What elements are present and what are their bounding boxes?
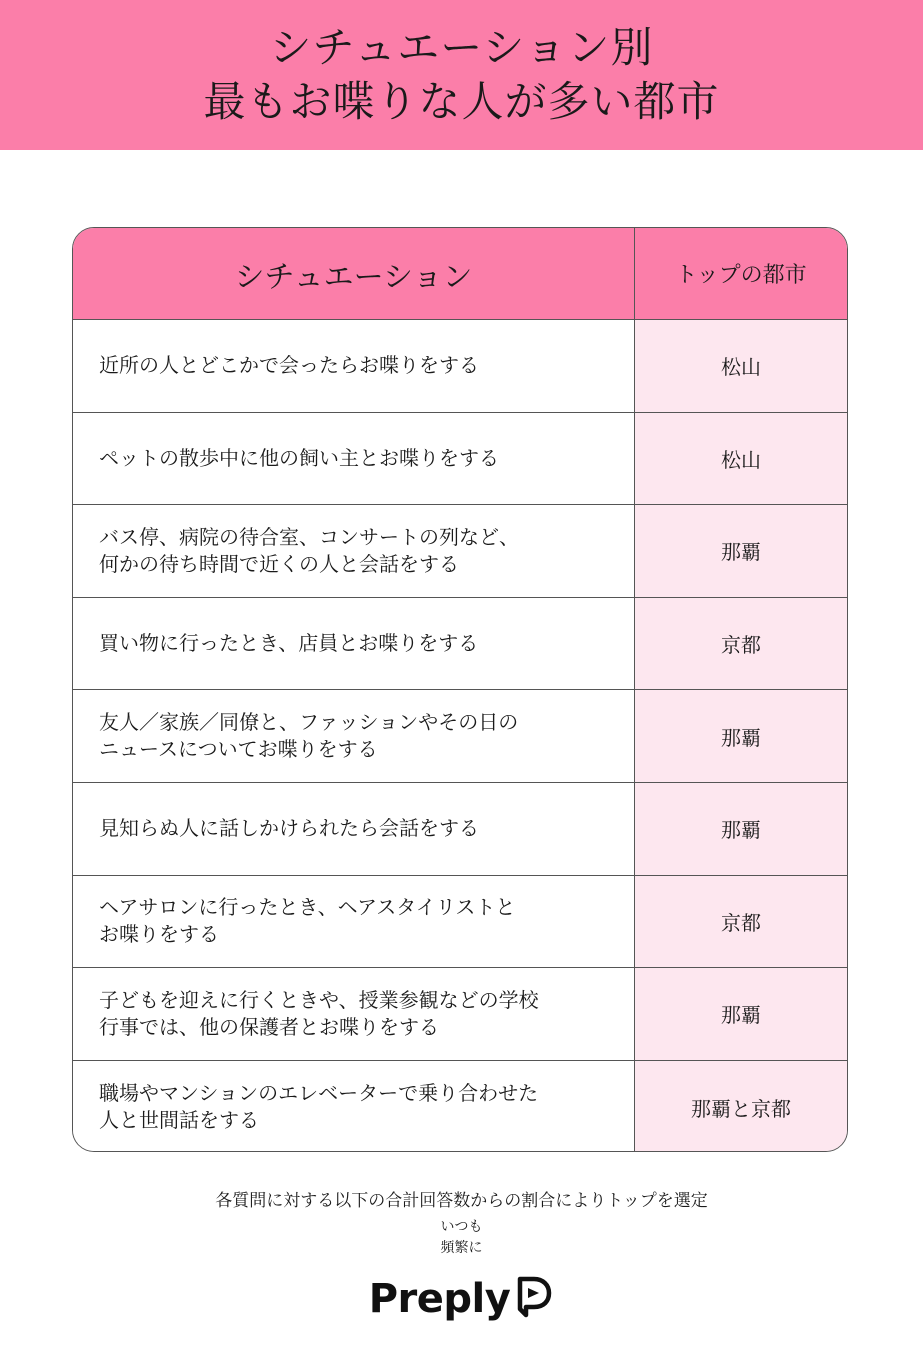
preply-logo-icon xyxy=(514,1275,554,1323)
table-row xyxy=(73,320,847,413)
page-title-line-2: 最もお喋りな人が多い都市 xyxy=(203,77,720,126)
top-city-cell: 京都 xyxy=(635,876,847,968)
footnote: 各質問に対する以下の合計回答数からの割合によりトップを選定 xyxy=(215,1191,708,1211)
top-city-cell: 那覇 xyxy=(635,505,847,597)
logo-text: Preply xyxy=(368,1276,511,1322)
table-row xyxy=(73,505,847,598)
situation-cell: ペットの散歩中に他の飼い主とお喋りをする xyxy=(73,413,635,505)
situation-cell: 職場やマンションのエレベーターで乗り合わせた 人と世間話をする xyxy=(73,1061,635,1152)
column-header-situation: シチュエーション xyxy=(73,228,635,319)
situation-cell: 買い物に行ったとき、店員とお喋りをする xyxy=(73,598,635,690)
table-row xyxy=(73,783,847,876)
column-header-top-city: トップの都市 xyxy=(675,263,807,288)
table-row xyxy=(73,876,847,969)
legend-item-often: 頻繁に xyxy=(440,1240,483,1256)
response-legend xyxy=(0,1217,923,1259)
top-city-cell: 那覇 xyxy=(635,968,847,1060)
table-header xyxy=(73,228,847,320)
preply-logo xyxy=(0,1275,923,1323)
situation-cell: 見知らぬ人に話しかけられたら会話をする xyxy=(73,783,635,875)
top-city-cell: 那覇 xyxy=(635,690,847,782)
top-city-cell: 松山 xyxy=(635,413,847,505)
situation-cell: 近所の人とどこかで会ったらお喋りをする xyxy=(73,320,635,412)
top-city-cell: 松山 xyxy=(635,320,847,412)
table-row xyxy=(73,598,847,691)
situation-table xyxy=(72,227,848,1152)
top-city-cell: 京都 xyxy=(635,598,847,690)
legend-item-always: いつも xyxy=(440,1219,483,1235)
page-header xyxy=(0,0,923,150)
situation-cell: ヘアサロンに行ったとき、ヘアスタイリストと お喋りをする xyxy=(73,876,635,968)
situation-cell: 子どもを迎えに行くときや、授業参観などの学校 行事では、他の保護者とお喋りをする xyxy=(73,968,635,1060)
table-row xyxy=(73,1061,847,1152)
top-city-cell: 那覇 xyxy=(635,783,847,875)
table-row xyxy=(73,690,847,783)
table-row xyxy=(73,968,847,1061)
table-row xyxy=(73,413,847,506)
situation-cell: バス停、病院の待合室、コンサートの列など、 何かの待ち時間で近くの人と会話をする xyxy=(73,505,635,597)
top-city-cell: 那覇と京都 xyxy=(635,1061,847,1152)
page-title-line-1: シチュエーション別 xyxy=(269,23,654,72)
situation-cell: 友人／家族／同僚と、ファッションやその日の ニュースについてお喋りをする xyxy=(73,690,635,782)
